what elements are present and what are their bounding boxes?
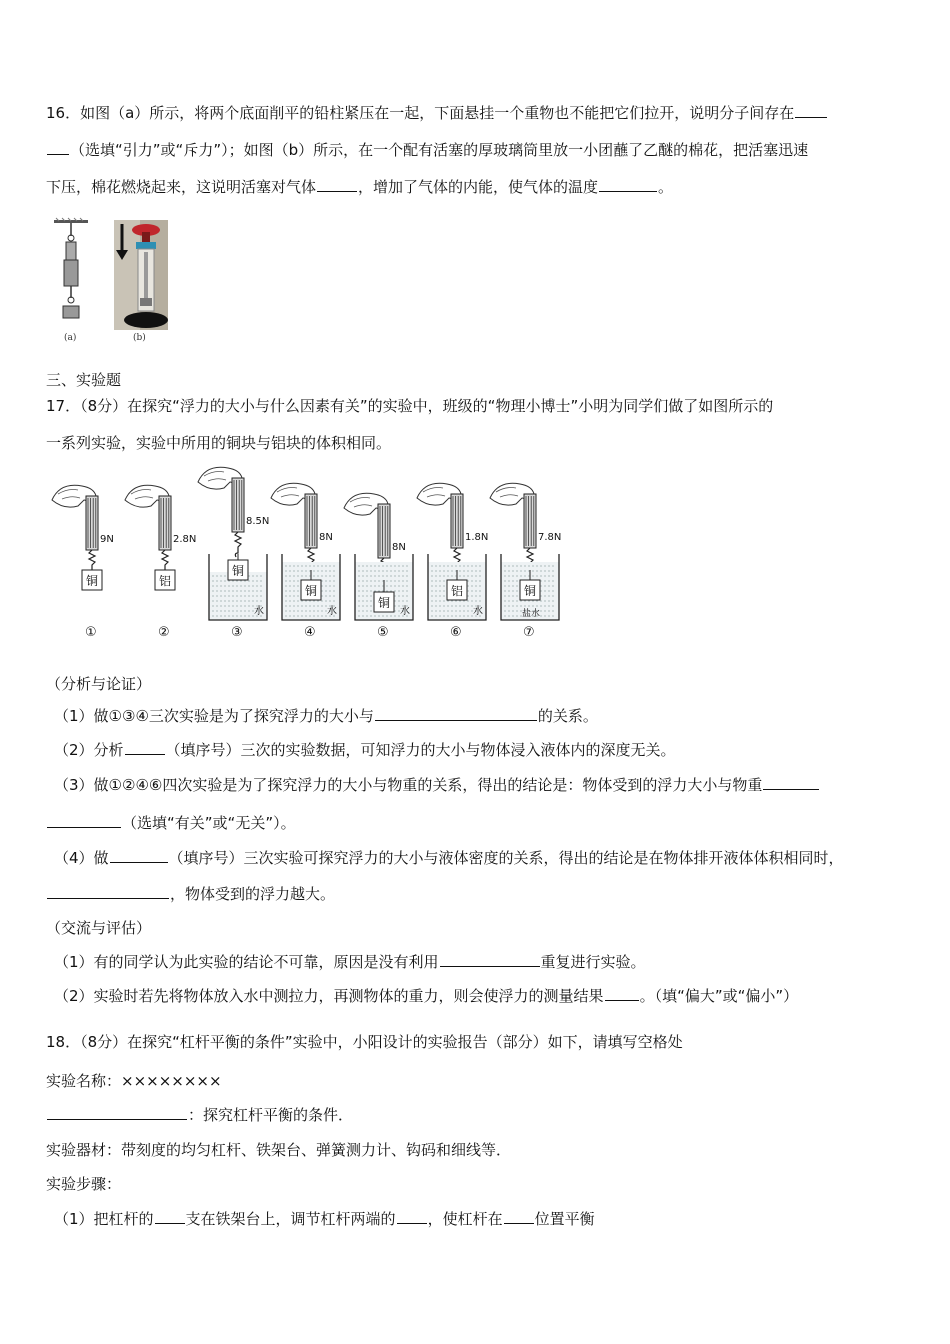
experiment-4 (271, 483, 340, 640)
q18-s1-blank-1[interactable] (155, 1209, 185, 1224)
q18-equipment: 实验器材：带刻度的均匀杠杆、铁架台、弹簧测力计、钩码和细线等． (46, 1141, 512, 1159)
block-label: 铜 (524, 584, 537, 598)
q16-line-1: 16．如图（a）所示，将两个底面削平的铅柱紧压在一起，下面悬挂一个重物也不能把它们拉开，说明分子间存在 (46, 103, 828, 123)
liquid-label: 水 (473, 606, 483, 617)
q17-e2: （2）实验时若先将物体放入水中测拉力，再测物体的重力，则会使浮力的测量结果 。（填“偏大”或“偏小”） (54, 987, 799, 1005)
q16-blank-3[interactable] (599, 177, 657, 192)
block-label: 铜 (378, 596, 391, 610)
q18-steps-title: 实验步骤： (46, 1175, 122, 1193)
q17-a1-blank[interactable] (375, 706, 537, 721)
q17-a3-blank-cont[interactable] (47, 813, 121, 828)
section-title: 三、实验题 (46, 371, 122, 389)
fire-syringe-figure (114, 220, 168, 330)
block-label: 铜 (232, 564, 245, 578)
q16-blank-2[interactable] (317, 177, 357, 192)
block-label: 铝 (451, 584, 464, 598)
q17-e1: （1）有的同学认为此实验的结论不可靠，原因是没有利用 重复进行实验。 (54, 953, 646, 971)
liquid-label: 盐水 (522, 609, 541, 619)
experiment-number: ⑤ (377, 625, 389, 640)
q18-s1-blank-3[interactable] (504, 1209, 534, 1224)
caption-b: (b) (133, 333, 146, 343)
q18-s1-blank-2[interactable] (397, 1209, 427, 1224)
q17-e2-blank[interactable] (605, 986, 639, 1001)
experiment-5 (344, 493, 413, 640)
scale-reading: 1.8N (465, 532, 489, 543)
analysis-title: （分析与论证） (46, 675, 152, 693)
experiment-2 (125, 485, 196, 640)
hook-icon (235, 532, 241, 557)
experiment-3 (198, 467, 269, 640)
q17-a2: （2）分析 （填序号）三次的实验数据，可知浮力的大小与物体浸入液体内的深度无关。 (54, 741, 676, 759)
caption-a: (a) (64, 333, 77, 343)
hanging-weight (63, 306, 79, 318)
q18-purpose-blank[interactable] (47, 1105, 187, 1120)
scale-reading: 8.5N (246, 516, 270, 527)
block-label: 铜 (305, 584, 318, 598)
scale-reading: 7.8N (538, 532, 562, 543)
q17-a4: （4）做 （填序号）三次实验可探究浮力的大小与液体密度的关系，得出的结论是在物体排开液体体积相同时， (54, 849, 844, 867)
experiment-number: ③ (231, 625, 243, 640)
experiment-number: ① (85, 625, 97, 640)
q17-a1: （1）做①③④三次实验是为了探究浮力的大小与 的关系。 (54, 707, 598, 725)
lead-cylinders-figure (50, 218, 98, 336)
experiment-number: ⑥ (450, 625, 462, 640)
liquid-label: 水 (327, 606, 337, 617)
scale-reading: 8N (319, 532, 333, 543)
buoyancy-experiment-figure (44, 462, 562, 644)
q17-a4-blank[interactable] (110, 848, 168, 863)
block-label: 铝 (159, 574, 172, 588)
eval-title: （交流与评估） (46, 919, 152, 937)
q16-blank-1[interactable] (795, 103, 827, 118)
q17-a4-blank-2[interactable] (47, 884, 169, 899)
q16-blank-1-cont[interactable] (47, 140, 69, 155)
liquid-label: 水 (400, 606, 410, 617)
q18-line-1: 18．（8分）在探究“杠杆平衡的条件”实验中，小阳设计的实验报告（部分）如下，请填写空格处 (46, 1033, 683, 1051)
piston-cap (136, 242, 156, 249)
q16-line-3: 下压，棉花燃烧起来，这说明活塞对气体 ，增加了气体的内能，使气体的温度 。 (46, 178, 674, 196)
q17-a4-cont: ，物体受到的浮力越大。 (46, 884, 335, 904)
q18-experiment-name: 实验名称：×××××××× (46, 1072, 222, 1090)
liquid-label: 水 (254, 606, 264, 617)
q18-purpose: ：探究杠杆平衡的条件． (46, 1105, 353, 1125)
experiment-number: ⑦ (523, 625, 535, 640)
q17-line-2: 一系列实验，实验中所用的铜块与铝块的体积相同。 (46, 434, 392, 452)
upper-lead-cylinder (66, 242, 76, 260)
q17-a3-cont: （选填“有关”或“无关”）。 (46, 813, 296, 833)
lower-lead-cylinder (64, 260, 78, 286)
scale-reading: 9N (100, 534, 114, 545)
experiment-1 (52, 485, 114, 640)
experiment-7 (490, 483, 561, 640)
q17-line-1: 17．（8分）在探究“浮力的大小与什么因素有关”的实验中，班级的“物理小博士”小明为同学们做了如图所示的 (46, 397, 774, 415)
q17-a3-blank[interactable] (763, 775, 819, 790)
q17-a2-blank[interactable] (125, 740, 165, 755)
q17-a3: （3）做①②④⑥四次实验是为了探究浮力的大小与物重的关系，得出的结论是：物体受到的浮力大小与物重 (54, 775, 820, 795)
q17-e1-blank[interactable] (440, 952, 540, 967)
scale-reading: 2.8N (173, 534, 197, 545)
experiment-number: ④ (304, 625, 316, 640)
q18-step-1: （1）把杠杆的 支在铁架台上，调节杠杆两端的 ，使杠杆在 位置平衡 (54, 1210, 595, 1228)
q16-line-2: （选填“引力”或“斥力”）；如图（b）所示，在一个配有活塞的厚玻璃筒里放一小团蘸了乙醚的棉花，把活塞迅速 (46, 140, 808, 160)
syringe-base (124, 312, 168, 328)
experiment-number: ② (158, 625, 170, 640)
experiment-6 (417, 483, 488, 640)
block-label: 铜 (86, 574, 99, 588)
scale-reading: 8N (392, 542, 406, 553)
